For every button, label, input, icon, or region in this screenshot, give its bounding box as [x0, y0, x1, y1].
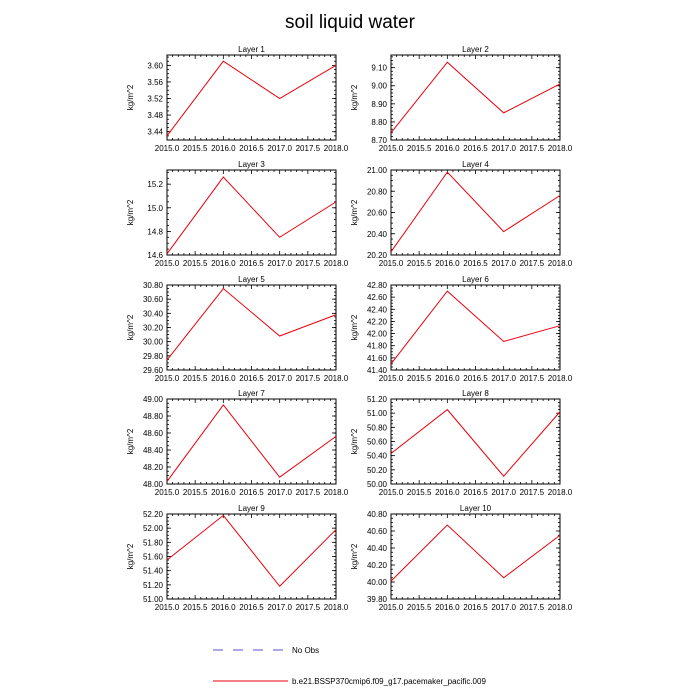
- y-axis-label: kg/m^2: [350, 428, 359, 455]
- x-tick-label: 2018.0: [323, 603, 349, 612]
- x-tick-label: 2018.0: [323, 144, 349, 153]
- series-line: [167, 61, 336, 136]
- series-line: [167, 515, 336, 586]
- y-tick-label: 40.80: [366, 510, 387, 519]
- x-tick-label: 2016.5: [239, 374, 264, 383]
- panel-title: Layer 1: [238, 45, 265, 54]
- y-tick-label: 51.20: [366, 395, 387, 404]
- x-tick-label: 2018.0: [547, 488, 573, 497]
- x-tick-label: 2016.5: [239, 603, 264, 612]
- x-tick-label: 2016.0: [435, 259, 460, 268]
- y-tick-label: 3.48: [147, 111, 163, 121]
- x-tick-label: 2017.5: [519, 603, 545, 612]
- x-tick-label: 2016.0: [211, 259, 236, 268]
- y-tick-label: 51.60: [142, 552, 163, 562]
- y-tick-label: 50.40: [366, 451, 387, 461]
- y-tick-label: 40.20: [366, 561, 387, 570]
- y-tick-label: 9.00: [371, 81, 387, 91]
- legend-no-obs-label: No Obs: [292, 646, 320, 655]
- x-tick-label: 2016.5: [463, 603, 488, 612]
- panel-title: Layer 9: [238, 504, 265, 513]
- x-tick-label: 2016.5: [463, 488, 488, 497]
- panel-title: Layer 4: [462, 160, 489, 169]
- panel-2: [350, 45, 573, 153]
- x-tick-label: 2016.0: [211, 603, 236, 612]
- panel-title: Layer 6: [462, 275, 489, 284]
- y-tick-label: 14.6: [147, 251, 163, 260]
- y-tick-label: 48.40: [142, 446, 163, 455]
- x-tick-label: 2017.0: [491, 374, 516, 383]
- series-line: [391, 172, 560, 252]
- x-tick-label: 2017.0: [267, 374, 292, 383]
- y-tick-label: 8.90: [371, 99, 387, 109]
- panel-4: [350, 160, 573, 268]
- panel-title: Layer 10: [459, 504, 492, 513]
- y-tick-label: 30.20: [142, 323, 163, 333]
- x-tick-label: 2016.0: [435, 488, 460, 497]
- x-tick-label: 2015.0: [378, 144, 404, 153]
- y-tick-label: 42.40: [366, 305, 387, 315]
- panel-title: Layer 2: [462, 45, 489, 54]
- y-tick-label: 50.60: [366, 437, 387, 447]
- x-tick-label: 2017.0: [267, 144, 292, 153]
- plot-frame: [167, 55, 336, 140]
- y-tick-label: 50.80: [366, 423, 387, 433]
- y-tick-label: 41.60: [366, 353, 387, 363]
- plot-frame: [167, 170, 336, 255]
- y-tick-label: 3.56: [147, 77, 163, 87]
- x-tick-label: 2018.0: [323, 488, 349, 497]
- series-line: [391, 525, 560, 581]
- series-line: [167, 177, 336, 254]
- x-tick-label: 2015.0: [154, 144, 180, 153]
- y-tick-label: 14.8: [147, 227, 163, 237]
- x-tick-label: 2016.0: [435, 374, 460, 383]
- x-tick-label: 2017.0: [491, 603, 516, 612]
- x-tick-label: 2015.5: [182, 603, 208, 612]
- panel-7: [126, 389, 349, 497]
- y-axis-label: kg/m^2: [126, 199, 135, 226]
- x-tick-label: 2017.5: [295, 488, 321, 497]
- y-axis-label: kg/m^2: [126, 428, 135, 455]
- y-tick-label: 8.80: [371, 117, 387, 127]
- x-tick-label: 2017.0: [267, 259, 292, 268]
- x-tick-label: 2015.5: [182, 488, 208, 497]
- x-tick-label: 2015.5: [182, 259, 208, 268]
- x-tick-label: 2015.5: [182, 144, 208, 153]
- x-tick-label: 2017.5: [295, 374, 321, 383]
- y-tick-label: 52.00: [142, 524, 163, 534]
- y-tick-label: 42.60: [366, 293, 387, 303]
- x-tick-label: 2018.0: [547, 374, 573, 383]
- x-tick-label: 2017.0: [267, 488, 292, 497]
- x-tick-label: 2015.0: [154, 374, 180, 383]
- y-tick-label: 30.40: [142, 309, 163, 319]
- y-tick-label: 42.00: [366, 329, 387, 339]
- x-tick-label: 2015.0: [154, 603, 180, 612]
- y-tick-label: 20.40: [366, 229, 387, 239]
- plot-frame: [391, 285, 560, 370]
- y-tick-label: 15.2: [147, 180, 163, 190]
- y-tick-label: 42.20: [366, 317, 387, 327]
- y-tick-label: 29.80: [142, 351, 163, 361]
- x-tick-label: 2016.5: [463, 259, 488, 268]
- x-tick-label: 2018.0: [547, 603, 573, 612]
- y-tick-label: 49.00: [142, 395, 163, 404]
- y-tick-label: 42.80: [366, 281, 387, 290]
- x-tick-label: 2015.0: [378, 488, 404, 497]
- panel-6: [350, 275, 573, 383]
- y-tick-label: 30.00: [142, 337, 163, 347]
- x-tick-label: 2018.0: [547, 259, 573, 268]
- legend-series-label: b.e21.BSSP370cmip6.f09_g17.pacemaker_pacific.009: [292, 677, 486, 686]
- y-tick-label: 48.80: [142, 412, 163, 421]
- y-tick-label: 51.20: [142, 580, 163, 590]
- x-tick-label: 2015.5: [182, 374, 208, 383]
- y-tick-label: 51.40: [142, 566, 163, 576]
- y-tick-label: 20.80: [366, 187, 387, 197]
- x-tick-label: 2015.5: [406, 374, 432, 383]
- y-tick-label: 48.60: [142, 429, 163, 438]
- y-tick-label: 51.00: [366, 409, 387, 419]
- x-tick-label: 2018.0: [547, 144, 573, 153]
- panels: [126, 45, 573, 612]
- y-axis-label: kg/m^2: [126, 314, 135, 341]
- panel-10: [350, 504, 573, 612]
- x-tick-label: 2017.5: [519, 144, 545, 153]
- x-tick-label: 2016.5: [463, 374, 488, 383]
- y-tick-label: 52.20: [142, 510, 163, 519]
- x-tick-label: 2015.0: [378, 374, 404, 383]
- panel-8: [350, 389, 573, 497]
- x-tick-label: 2015.0: [154, 259, 180, 268]
- y-tick-label: 30.80: [142, 281, 163, 290]
- x-tick-label: 2016.0: [435, 603, 460, 612]
- y-axis-label: kg/m^2: [350, 199, 359, 226]
- y-tick-label: 20.20: [366, 251, 387, 260]
- x-tick-label: 2017.0: [491, 144, 516, 153]
- x-tick-label: 2018.0: [323, 374, 349, 383]
- x-tick-label: 2016.5: [239, 144, 264, 153]
- y-tick-label: 51.80: [142, 538, 163, 548]
- panel-5: [126, 275, 349, 383]
- x-tick-label: 2017.0: [267, 603, 292, 612]
- series-line: [167, 289, 336, 361]
- y-tick-label: 40.40: [366, 544, 387, 553]
- y-tick-label: 50.20: [366, 465, 387, 475]
- plot-frame: [391, 170, 560, 255]
- y-tick-label: 21.00: [366, 166, 387, 175]
- x-tick-label: 2016.5: [463, 144, 488, 153]
- x-tick-label: 2015.5: [406, 488, 432, 497]
- panel-title: Layer 7: [238, 389, 265, 398]
- y-tick-label: 20.60: [366, 208, 387, 218]
- x-tick-label: 2017.0: [491, 259, 516, 268]
- y-axis-label: kg/m^2: [350, 314, 359, 341]
- x-tick-label: 2016.0: [211, 488, 236, 497]
- x-tick-label: 2015.0: [154, 488, 180, 497]
- x-tick-label: 2015.5: [406, 144, 432, 153]
- y-tick-label: 51.00: [142, 595, 163, 604]
- x-tick-label: 2017.5: [519, 374, 545, 383]
- x-tick-label: 2016.5: [239, 488, 264, 497]
- panel-3: [126, 160, 349, 268]
- y-tick-label: 3.44: [147, 127, 163, 137]
- x-tick-label: 2017.5: [519, 259, 545, 268]
- y-tick-label: 50.00: [366, 480, 387, 489]
- y-tick-label: 29.60: [142, 366, 163, 375]
- y-tick-label: 41.40: [366, 366, 387, 375]
- y-tick-label: 8.70: [371, 136, 387, 145]
- y-tick-label: 41.80: [366, 341, 387, 351]
- x-tick-label: 2017.5: [295, 603, 321, 612]
- series-line: [391, 62, 560, 133]
- x-tick-label: 2016.0: [211, 144, 236, 153]
- x-tick-label: 2015.0: [378, 603, 404, 612]
- x-tick-label: 2015.5: [406, 603, 432, 612]
- y-tick-label: 15.0: [147, 203, 163, 213]
- y-axis-label: kg/m^2: [126, 84, 135, 111]
- x-tick-label: 2015.5: [406, 259, 432, 268]
- y-tick-label: 40.00: [366, 578, 387, 587]
- legend: [213, 646, 486, 686]
- y-tick-label: 3.60: [147, 61, 163, 71]
- x-tick-label: 2016.0: [435, 144, 460, 153]
- series-line: [167, 405, 336, 482]
- panel-title: Layer 5: [238, 275, 265, 284]
- x-tick-label: 2017.5: [295, 259, 321, 268]
- series-line: [391, 410, 560, 477]
- x-tick-label: 2017.0: [491, 488, 516, 497]
- y-tick-label: 30.60: [142, 295, 163, 305]
- series-line: [391, 291, 560, 364]
- plot-frame: [167, 514, 336, 599]
- x-tick-label: 2017.5: [519, 488, 545, 497]
- y-axis-label: kg/m^2: [126, 543, 135, 570]
- x-tick-label: 2015.0: [378, 259, 404, 268]
- y-tick-label: 48.20: [142, 463, 163, 472]
- y-tick-label: 9.10: [371, 63, 387, 73]
- y-tick-label: 48.00: [142, 480, 163, 489]
- x-tick-label: 2016.0: [211, 374, 236, 383]
- y-tick-label: 3.52: [147, 94, 163, 104]
- x-tick-label: 2016.5: [239, 259, 264, 268]
- y-axis-label: kg/m^2: [350, 84, 359, 111]
- panel-1: [126, 45, 349, 153]
- x-tick-label: 2018.0: [323, 259, 349, 268]
- panel-title: Layer 8: [462, 389, 489, 398]
- figure-title: soil liquid water: [285, 12, 415, 33]
- panel-9: [126, 504, 349, 612]
- y-tick-label: 40.60: [366, 527, 387, 536]
- x-tick-label: 2017.5: [295, 144, 321, 153]
- y-axis-label: kg/m^2: [350, 543, 359, 570]
- panel-title: Layer 3: [238, 160, 265, 169]
- y-tick-label: 39.80: [366, 595, 387, 604]
